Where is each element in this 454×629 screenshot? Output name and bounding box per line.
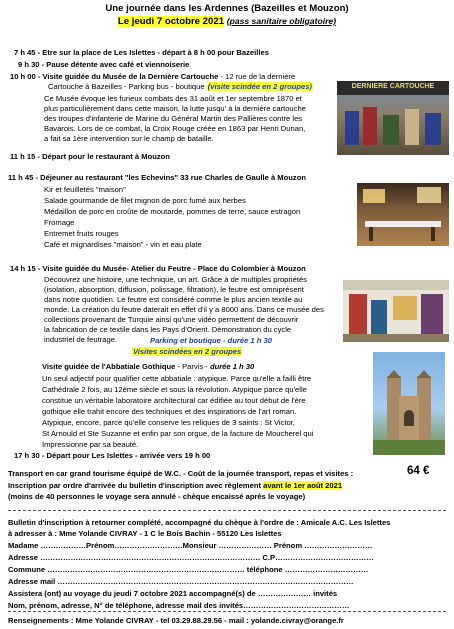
schedule-to-restaurant: 11 h 15 - Départ pour le restaurant à Mouzon <box>10 152 170 161</box>
museum-parking: Cartouche à Bazeilles - Parking bus - boutique <box>48 82 207 91</box>
felt-description-4: monde. La création du feutre daterait en effet d'il y a 8000 ans. Dans ce musée des <box>44 305 324 314</box>
museum-description-3: des troupes d'infanterie de Marine du Général Martin des Pallières contre les <box>44 114 303 123</box>
schedule-departure: 7 h 45 - Etre sur la place de Les Islettes - départ à 8 h 00 pour Bazeilles <box>14 48 269 57</box>
felt-description-2: (isolation, absorption, diffusion, polissage, filtration), le feutre est omniprésent <box>44 285 304 294</box>
schedule-felt-museum: 14 h 15 - Visite guidée du Musée- Atelier du Feutre - Place du Colombier à Mouzon <box>10 264 306 273</box>
registration-deadline-text: Inscription par ordre d'arrivée du bulletin d'inscription avec règlement <box>8 481 264 490</box>
felt-description-3: dans notre quotidien. Le feutre est considéré comme le plus ancien textile au <box>44 295 303 304</box>
menu-item-6: Café et mignardises "maison" - vin et eau plate <box>44 240 202 249</box>
menu-item-2: Salade gourmande de filet mignon de porc fumé aux herbes <box>44 196 246 205</box>
menu-item-5: Entremet fruits rouges <box>44 229 119 238</box>
event-date-line <box>0 16 454 27</box>
abbey-description-1: Un seul adjectif pour qualifier cette abbatiale : atypique. Parce qu'elle a failli être <box>42 374 312 383</box>
form-commune-line[interactable]: Commune …………………………………………………………………… téléphone …………………………… <box>8 565 369 574</box>
divider <box>8 510 446 511</box>
museum-groups-badge: (visite scindée en 2 groupes) <box>207 82 312 91</box>
museum-photo-caption: DERNIERE CARTOUCHE <box>351 83 435 90</box>
felt-description-7: industriel de feutrage. <box>44 335 118 344</box>
abbey-description-4: gothique elle trahit encore des techniques et des inspirations de l'art roman. <box>42 407 297 416</box>
restaurant-photo <box>357 183 449 246</box>
museum-description-4: Bavarois. Lors de ce combat, la Croix Rouge créée en 1863 par Henri Dunan, <box>44 124 306 133</box>
abbey-description-5: Atypique, encore, parce qu'elle conserve les reliques de 3 saints : St Victor, <box>42 418 295 427</box>
museum-address: - 12 rue de la dernière <box>218 72 296 81</box>
felt-parking: Parking et boutique - durée 1 h 30 <box>150 336 272 345</box>
museum-visit-title: 10 h 00 - Visite guidée du Musée de la Dernière Cartouche <box>10 72 219 81</box>
form-name-line[interactable]: Madame ………………Prénom………………………Monsieur ………………… Prénom ……………………… <box>8 541 373 550</box>
abbey-description-2: Cathédrale 2 fois, au 12ème siècle et sous la révolution. Atypique parce qu'elle <box>42 385 307 394</box>
abbey-description-3: constitue un véritable laboratoire architectural car édifiée au tout début de l'ère <box>42 396 306 405</box>
museum-photo <box>337 81 449 155</box>
form-address-line[interactable]: Adresse …………………………………………………………………………… C.P………………………………… <box>8 553 374 562</box>
schedule-museum-visit <box>10 72 295 81</box>
schedule-return: 17 h 30 - Départ pour Les Islettes - arrivée vers 19 h 00 <box>14 451 211 460</box>
registration-deadline-date: avant le 1er août 2021 <box>263 481 343 490</box>
schedule-break: 9 h 30 - Pause détente avec café et viennoiserie <box>18 60 190 69</box>
schedule-lunch: 11 h 45 - Déjeuner au restaurant "les Echevins" 33 rue Charles de Gaulle à Mouzon <box>8 173 306 182</box>
menu-item-1: Kir et feuilletés "maison" <box>44 185 126 194</box>
transport-cost: Transport en car grand tourisme équipé de W.C. - Coût de la journée transport, repas et visites : <box>8 469 354 478</box>
cancellation-note: (moins de 40 personnes le voyage sera annulé - chèque encaissé après le voyage) <box>8 492 306 501</box>
menu-item-3: Médaillon de porc en croûte de moutarde, pommes de terre, sauce estragon <box>44 207 301 216</box>
event-date: Le jeudi 7 octobre 2021 <box>117 16 225 27</box>
abbey-description-7: Impressionne par sa beauté. <box>42 440 139 449</box>
registration-deadline <box>8 481 342 490</box>
abbey-visit-title <box>42 362 254 371</box>
divider-bottom <box>8 611 446 612</box>
abbey-title: Visite guidée de l'Abbatiale Gothique <box>42 362 176 371</box>
price-amount: 64 € <box>407 465 430 477</box>
felt-groups-badge <box>132 347 242 356</box>
felt-description-1: Découvrez une histoire, une technique, un art. Grâce à de multiples propriétés <box>44 275 307 284</box>
abbey-duration: durée 1 h 30 <box>209 362 255 371</box>
form-email-line[interactable]: Adresse mail ……………………………………………………………………………………………………… <box>8 577 354 586</box>
museum-description-2: plus particulièrement dans cette maison, la lutte jusqu' à la dernière cartouche <box>44 104 306 113</box>
felt-description-5: collections provenant de Turquie ainsi qu'une vidéo permettent de découvrir <box>44 315 299 324</box>
page-title: Une journée dans les Ardennes (Bazeilles et Mouzon) <box>105 3 349 14</box>
form-instructions: Bulletin d'inscription à retourner complété, accompagné du chèque à l'ordre de : Amicale A.C. Les Islettes <box>8 518 391 527</box>
abbey-location: - Parvis - <box>175 362 210 371</box>
abbey-photo <box>373 352 445 455</box>
form-guests-line[interactable]: Nom, prénom, adresse, N° de téléphone, adresse mail des invités…………………………………… <box>8 601 350 610</box>
menu-item-4: Fromage <box>44 218 75 227</box>
felt-description-6: la fabrication de ce textile dans les Pays d'Orient. Démonstration du cycle <box>44 325 292 334</box>
museum-parking-line <box>48 82 313 91</box>
sanitary-pass-note: (pass sanitaire obligatoire) <box>226 16 337 26</box>
museum-description-5: a fait sa 1ère intervention sur le champ de bataille. <box>44 134 214 143</box>
felt-groups: Visites scindées en 2 groupes <box>133 347 242 356</box>
contact-info: Renseignements : Mme Yolande CIVRAY - tel 03.29.88.29.56 - mail : yolande.civray@orange.fr <box>8 616 344 625</box>
form-address: à adresser à : Mme Yolande CIVRAY - 1 C le Bois Bachin - 55120 Les Islettes <box>8 529 282 538</box>
felt-museum-photo <box>343 280 449 342</box>
abbey-description-6: St Arnould et Ste Suzanne et enfin par son orgue, de la facture de Moucherel qui <box>42 429 314 438</box>
form-attendance-line[interactable]: Assistera (ont) au voyage du jeudi 7 octobre 2021 accompagné(s) de ………………… invités <box>8 589 338 598</box>
museum-description-1: Ce Musée évoque les furieux combats des 31 août et 1er septembre 1870 et <box>44 94 302 103</box>
